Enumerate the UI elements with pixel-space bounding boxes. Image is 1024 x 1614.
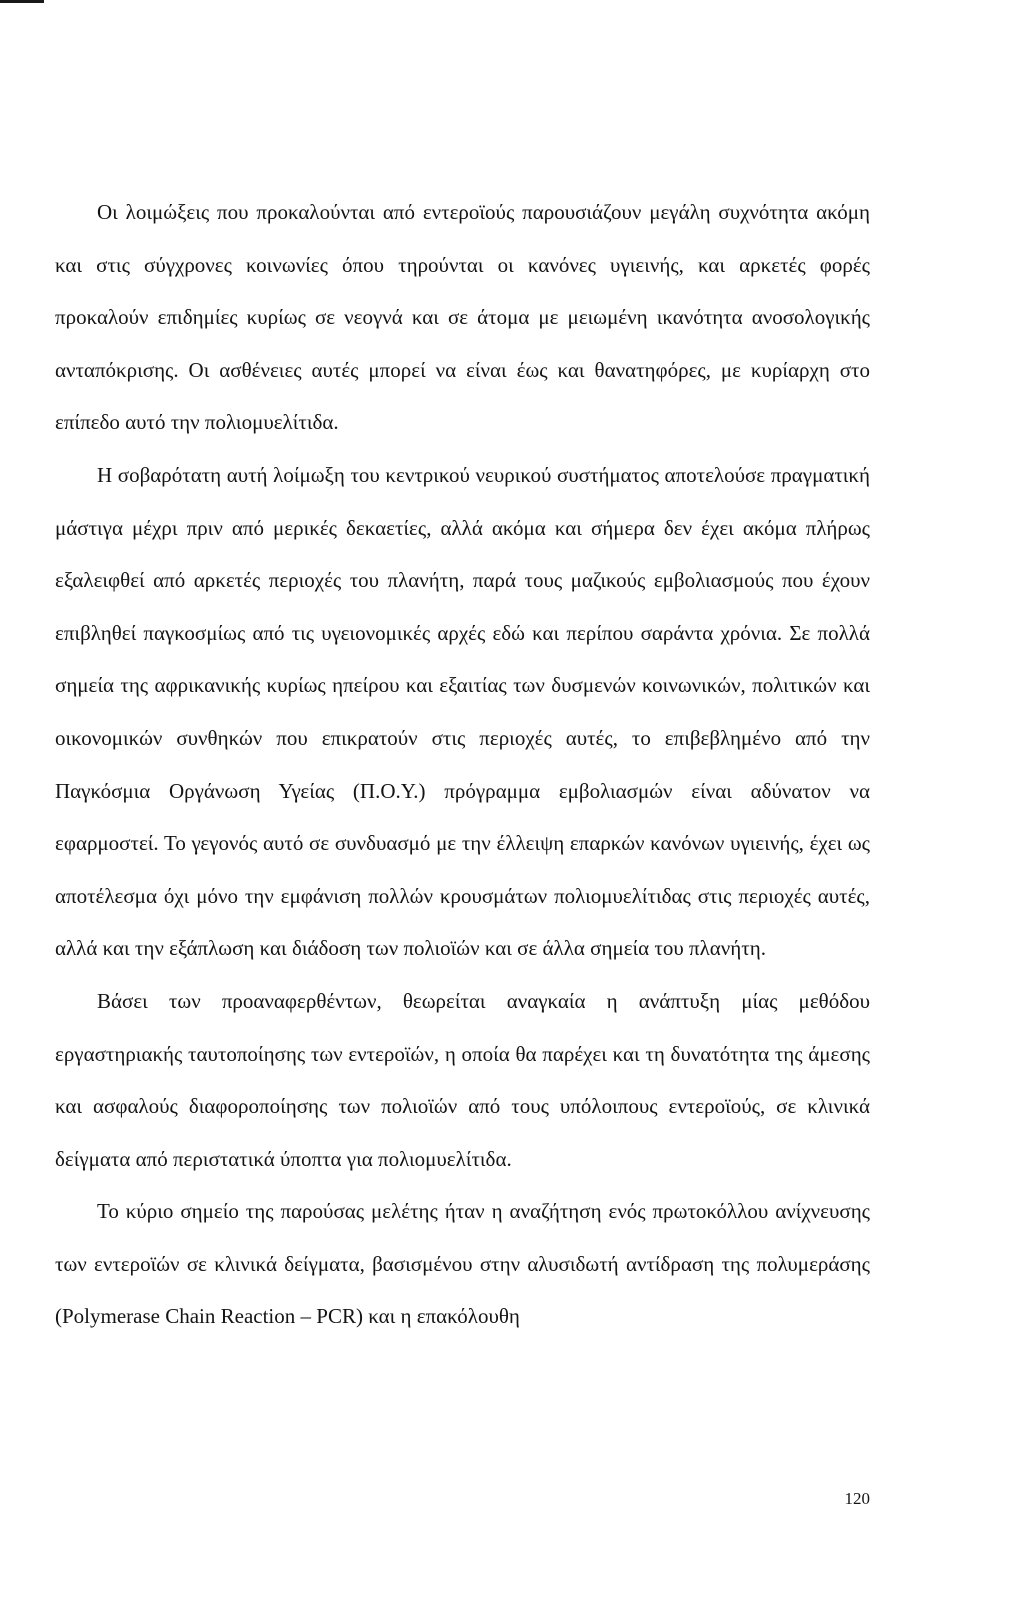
document-body — [55, 186, 870, 1343]
paragraph-4: Το κύριο σημείο της παρούσας μελέτης ήταν η αναζήτηση ενός πρωτοκόλλου ανίχνευσης των εντεροϊών σε κλινικά δείγματα, βασισμένου στην αλυσιδωτή αντίδραση της πολυμεράσης (Polymerase Chain Reaction – PCR) και η επακόλουθη — [55, 1199, 870, 1329]
paragraph-3: Βάσει των προαναφερθέντων, θεωρείται αναγκαία η ανάπτυξη μίας μεθόδου εργαστηριακής ταυτοποίησης των εντεροϊών, η οποία θα παρέχει και τη δυνατότητα της άμεσης και ασφαλούς διαφοροποίησης των πολιοϊών από τους υπόλοιπους εντεροϊούς, σε κλινικά δείγματα από περιστατικά ύποπτα για πολιομυελίτιδα. — [55, 988, 870, 1171]
paragraph-1: Οι λοιμώξεις που προκαλούνται από εντεροϊούς παρουσιάζουν μεγάλη συχνότητα ακόμη και στις σύγχρονες κοινωνίες όπου τηρούνται οι κανόνες υγιεινής, και αρκετές φορές προκαλούν επιδημίες κυρίως σε νεογνά και σε άτομα με μειωμένη ικανότητα ανοσολογικής ανταπόκρισης. Οι ασθένειες αυτές μπορεί να είναι έως και θανατηφόρες, με κυρίαρχη στο επίπεδο αυτό την πολιομυελίτιδα. — [55, 200, 870, 435]
paragraph-2: Η σοβαρότατη αυτή λοίμωξη του κεντρικού νευρικού συστήματος αποτελούσε πραγματική μάστιγα μέχρι πριν από μερικές δεκαετίες, αλλά ακόμα και σήμερα δεν έχει ακόμα πλήρως εξαλειφθεί από αρκετές περιοχές του πλανήτη, παρά τους μαζικούς εμβολιασμούς που έχουν επιβληθεί παγκοσμίως από τις υγειονομικές αρχές εδώ και περίπου σαράντα χρόνια. Σε πολλά σημεία της αφρικανικής κυρίως ηπείρου και εξαιτίας των δυσμενών κοινωνικών, πολιτικών και οικονομικών συνθηκών που επικρατούν στις περιοχές αυτές, το επιβεβλημένο από την Παγκόσμια Οργάνωση Υγείας (Π.Ο.Υ.) πρόγραμμα εμβολιασμών είναι αδύνατον να εφαρμοστεί. Το γεγονός αυτό σε συνδυασμό με την έλλειψη επαρκών κανόνων υγιεινής, έχει ως αποτέλεσμα όχι μόνο την εμφάνιση πολλών κρουσμάτων πολιομυελίτιδας στις περιοχές αυτές, αλλά και την εξάπλωση και διάδοση των πολιοϊών και σε άλλα σημεία του πλανήτη. — [55, 462, 870, 961]
scan-edge-mark — [0, 0, 44, 3]
page-number: 120 — [844, 1489, 870, 1508]
